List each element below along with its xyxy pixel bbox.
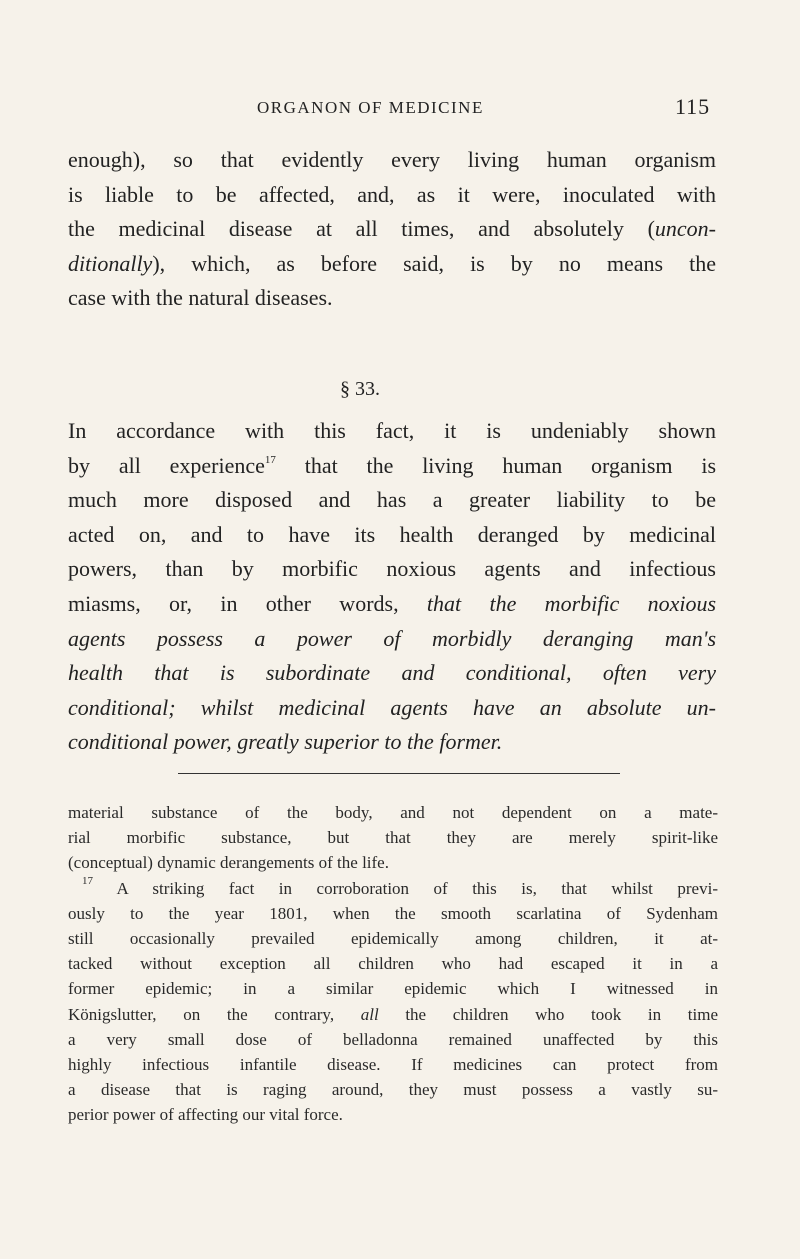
text-line bbox=[68, 281, 716, 316]
italic-span: ditionally bbox=[68, 250, 153, 276]
footnote-line: a very small dose of belladonna remained unaffected by this bbox=[68, 1029, 718, 1049]
page-number: 115 bbox=[675, 94, 711, 119]
text-span: ), which, as before said, is by no means the bbox=[152, 250, 716, 276]
italic-span: that the morbific noxious bbox=[426, 590, 717, 616]
text-line: acted on, and to have its health deranged by medicinal bbox=[68, 521, 716, 547]
footnote-line: (conceptual) dynamic derangements of the life. bbox=[68, 853, 389, 873]
italic-span: uncon- bbox=[654, 216, 716, 242]
text-line bbox=[68, 587, 716, 622]
text-line bbox=[68, 449, 716, 484]
text-line bbox=[68, 143, 716, 178]
footnote-reference: 17 bbox=[264, 453, 276, 466]
footnote-line: rial morbific substance, but that they are merely spirit-like bbox=[68, 828, 718, 848]
text-span: Königslutter, on the contrary, bbox=[68, 1004, 361, 1024]
italic-span: conditional power, greatly superior to the former. bbox=[68, 729, 503, 755]
text-span: that the living human organism is bbox=[275, 452, 716, 478]
text-line: powers, than by morbific noxious agents and infectious bbox=[68, 556, 716, 582]
footnotes bbox=[68, 800, 718, 1127]
text-span: is liable to be affected, and, as it were, inoculated with bbox=[68, 181, 716, 207]
text-span: enough), so that evidently every living human organism bbox=[68, 147, 716, 172]
text-span: by all experience bbox=[68, 452, 265, 478]
text-line bbox=[68, 691, 716, 726]
italic-span: agents possess a power of morbidly deranging man's bbox=[68, 625, 716, 651]
text-span: case with the natural diseases. bbox=[68, 285, 333, 311]
footnote-line: a disease that is raging around, they must possess a vastly su- bbox=[68, 1080, 718, 1100]
footnote-number: 17 bbox=[82, 874, 93, 887]
footnote-line bbox=[68, 1002, 718, 1027]
footnote-line: tacked without exception all children who had escaped it in a bbox=[68, 954, 718, 974]
text-line bbox=[68, 178, 716, 213]
italic-span: conditional; whilst medicinal agents have an absolute un- bbox=[68, 694, 716, 720]
text-line: In accordance with this fact, it is undeniably shown bbox=[68, 418, 716, 443]
text-line bbox=[68, 656, 716, 691]
text-line bbox=[68, 212, 716, 247]
footnote-line: material substance of the body, and not dependent on a mate- bbox=[68, 803, 718, 822]
text-span: the children who took in time bbox=[378, 1004, 718, 1024]
running-title: ORGANON OF MEDICINE bbox=[257, 98, 484, 117]
italic-span: all bbox=[360, 1004, 379, 1024]
text-line bbox=[68, 247, 716, 282]
paragraph-continuation bbox=[68, 143, 716, 316]
footnote-line bbox=[68, 876, 718, 901]
footnote-line: still occasionally prevailed epidemically among children, it at- bbox=[68, 928, 718, 948]
paragraph-section-33 bbox=[68, 414, 716, 760]
italic-span: health that is subordinate and conditional, often very bbox=[68, 660, 716, 686]
text-line: much more disposed and has a greater liability to be bbox=[68, 487, 716, 513]
section-heading: § 33. bbox=[340, 378, 380, 400]
footnote-divider bbox=[178, 773, 620, 774]
text-line bbox=[68, 725, 716, 760]
footnote-line: former epidemic; in a similar epidemic which I witnessed in bbox=[68, 979, 718, 999]
footnote-line: ously to the year 1801, when the smooth scarlatina of Sydenham bbox=[68, 903, 718, 923]
text-span: A striking fact in corroboration of this is, that whilst previ- bbox=[93, 878, 718, 898]
footnote-line: perior power of affecting our vital force. bbox=[68, 1105, 343, 1125]
text-line bbox=[68, 622, 716, 657]
footnote-line: highly infectious infantile disease. If medicines can protect from bbox=[68, 1054, 718, 1074]
text-span: the medicinal disease at all times, and absolutely ( bbox=[68, 216, 655, 242]
text-span: miasms, or, in other words, bbox=[68, 590, 427, 616]
